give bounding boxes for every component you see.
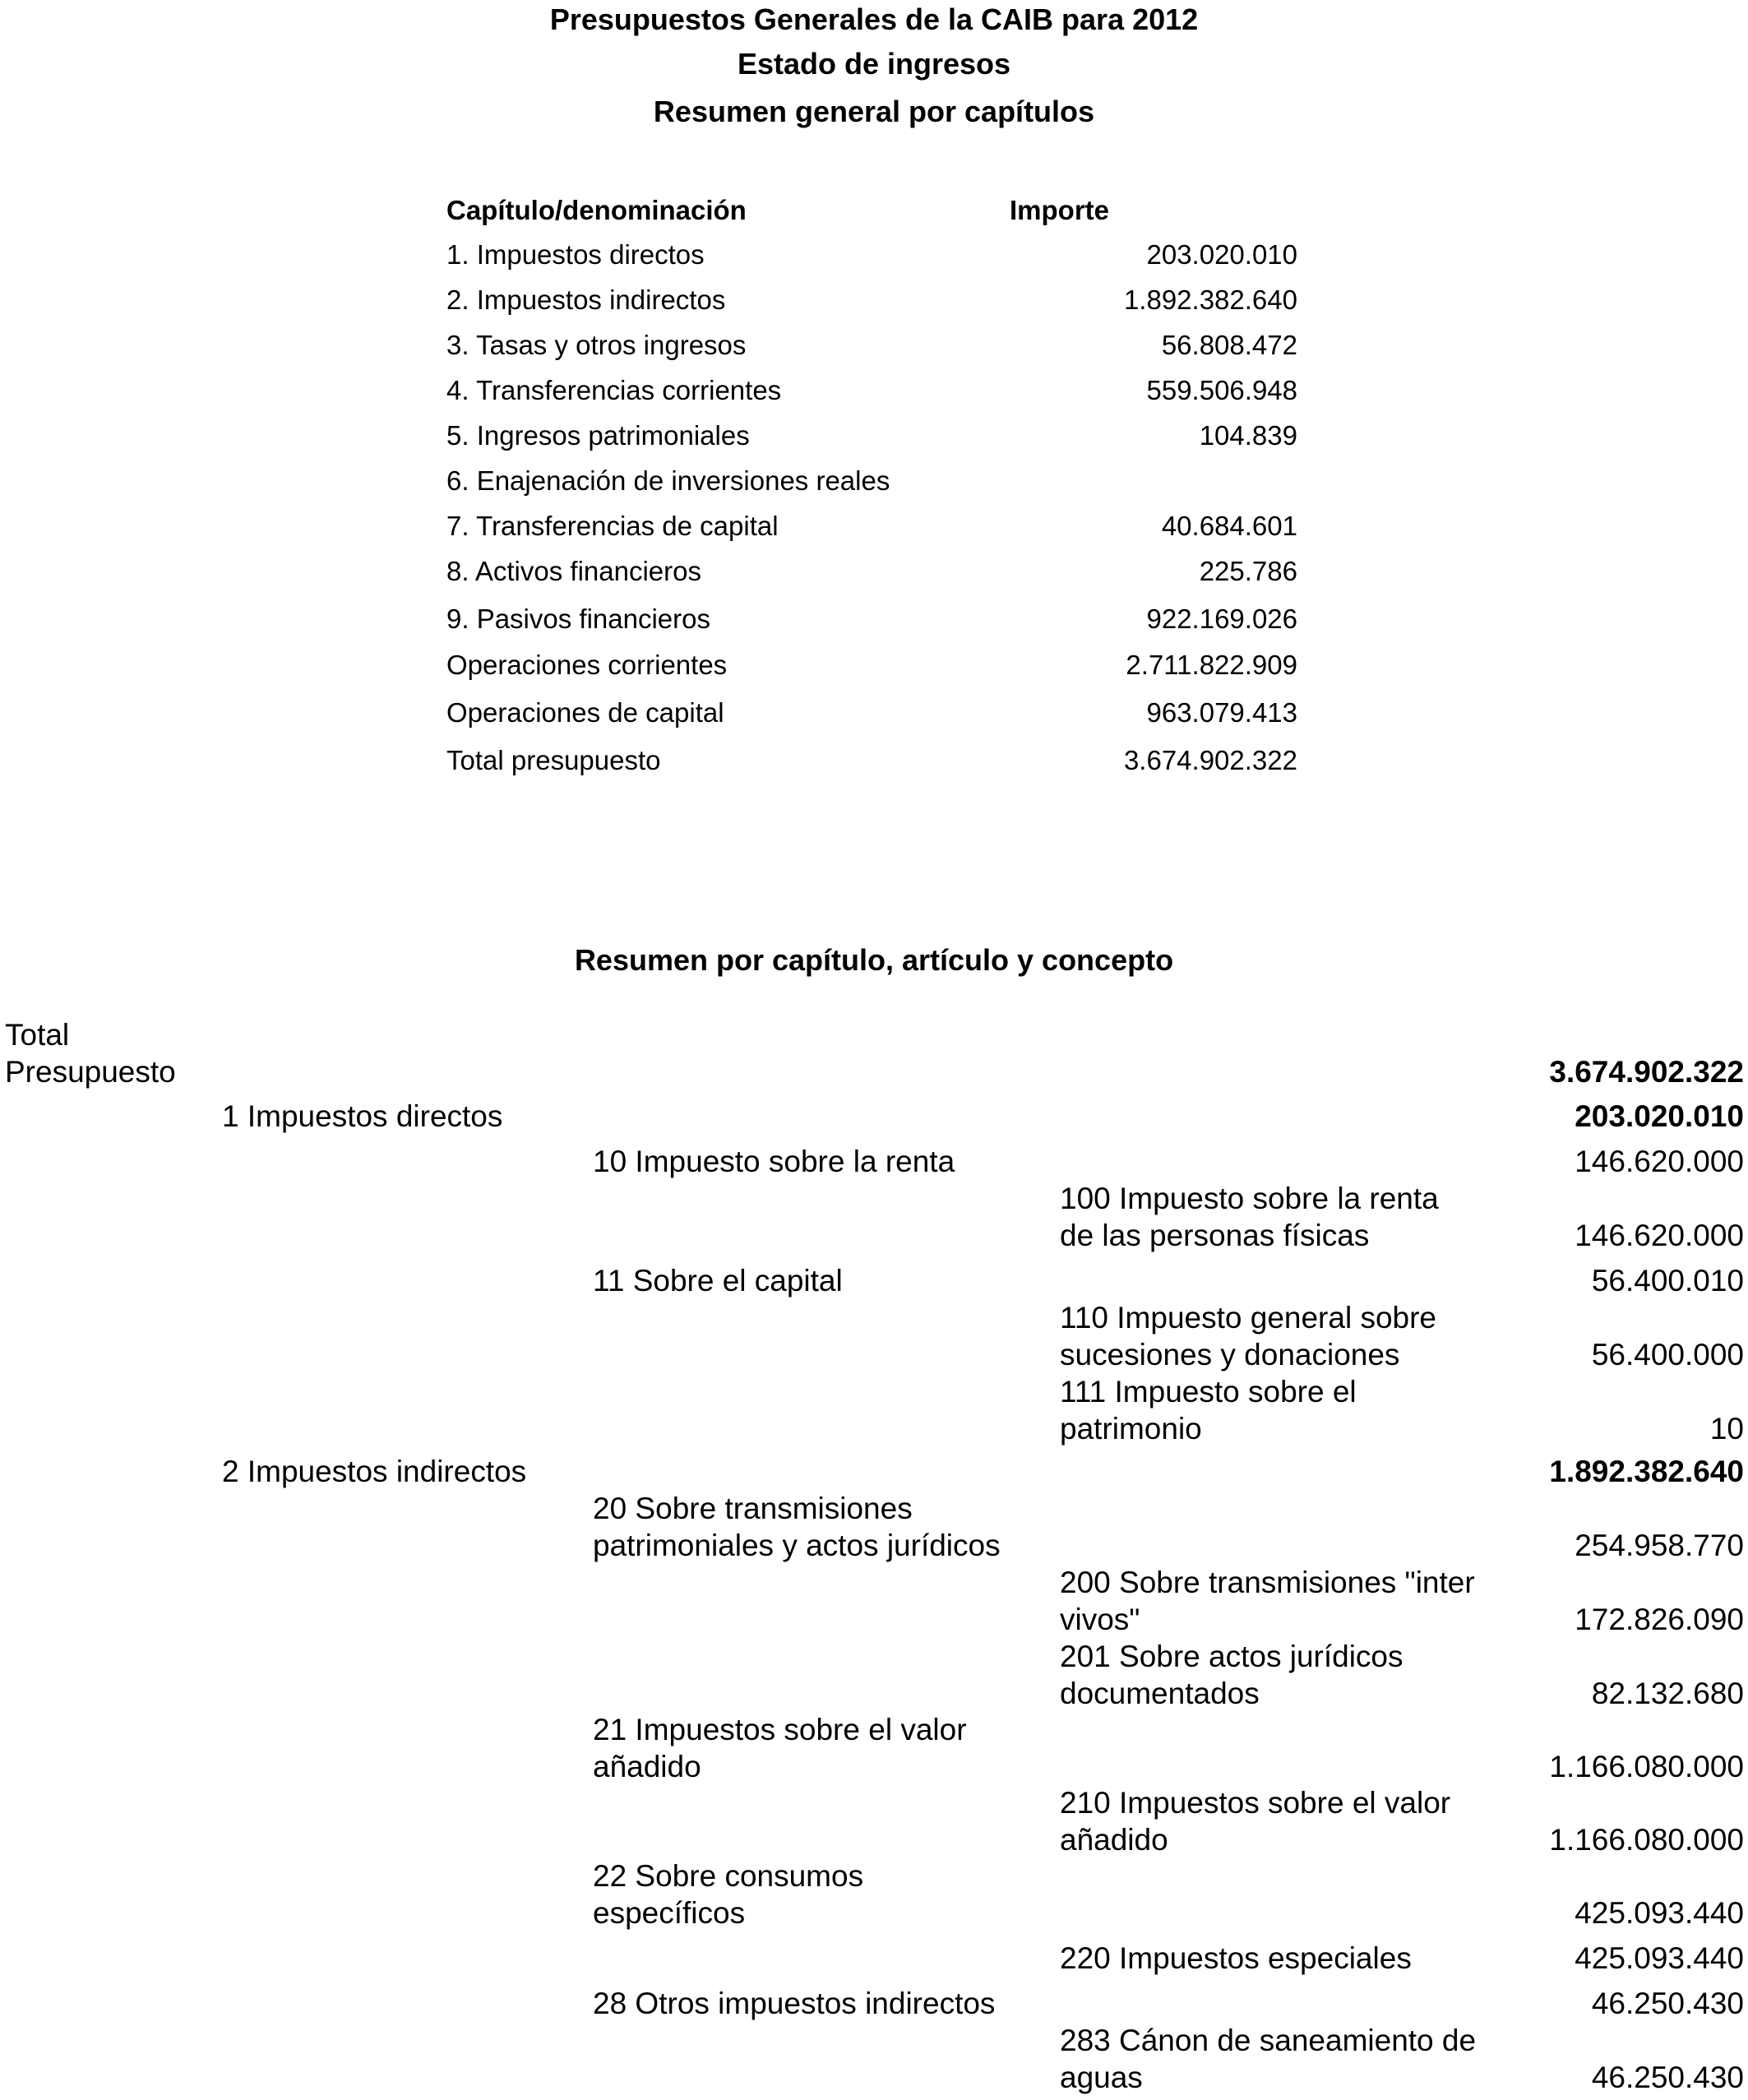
summary-row-label: 9. Pasivos financieros [446, 604, 710, 634]
summary-row-label: Total presupuesto [446, 745, 661, 775]
detail-concept-label-line1: 110 Impuesto general sobre [1060, 1301, 1437, 1334]
detail-concept-row [0, 1373, 1748, 1447]
summary-section-title: Resumen general por capítulos [653, 95, 1095, 128]
summary-row-value: 56.808.472 [1161, 330, 1297, 360]
detail-article-row [0, 1711, 1748, 1785]
summary-row [0, 284, 1748, 317]
detail-article-value: 1.166.080.000 [1549, 1750, 1744, 1783]
detail-concept-label-line2: de las personas físicas [1060, 1219, 1370, 1252]
detail-concept-value: 146.620.000 [1575, 1219, 1744, 1252]
summary-row-value: 3.674.902.322 [1123, 745, 1297, 775]
detail-concept-label-line1: 200 Sobre transmisiones "inter [1060, 1566, 1475, 1599]
summary-row [0, 510, 1748, 543]
summary-row-label: 5. Ingresos patrimoniales [446, 420, 750, 451]
detail-concept-label-line2: aguas [1060, 2061, 1143, 2094]
detail-chapter-value: 1.892.382.640 [1549, 1455, 1744, 1488]
summary-row [0, 696, 1748, 729]
detail-total-value: 3.674.902.322 [1549, 1055, 1744, 1089]
detail-concept-value: 56.400.000 [1591, 1338, 1744, 1371]
detail-concept-row [0, 1180, 1748, 1254]
detail-article-label-line1: 22 Sobre consumos [593, 1859, 864, 1893]
detail-concept-label-line1: 100 Impuesto sobre la renta [1060, 1182, 1439, 1215]
detail-concept-value: 172.826.090 [1575, 1603, 1744, 1636]
detail-section-title: Resumen por capítulo, artículo y concepto [574, 943, 1174, 977]
detail-concept-label-line1: 111 Impuesto sobre el [1060, 1375, 1357, 1408]
detail-article-label-line2: añadido [593, 1750, 701, 1783]
summary-row-label: 7. Transferencias de capital [446, 511, 779, 541]
summary-row-value: 559.506.948 [1146, 375, 1297, 405]
summary-row [0, 329, 1748, 362]
summary-row [0, 419, 1748, 452]
detail-article-row [0, 1143, 1748, 1180]
summary-row [0, 744, 1748, 777]
summary-row-value: 1.892.382.640 [1123, 284, 1297, 315]
detail-concept-label-line1: 283 Cánon de saneamiento de [1060, 2024, 1477, 2057]
summary-row [0, 238, 1748, 271]
detail-concept-row [0, 2022, 1748, 2096]
summary-row [0, 374, 1748, 407]
summary-row-value: 40.684.601 [1161, 511, 1297, 541]
detail-concept-value: 46.250.430 [1591, 2061, 1744, 2094]
detail-total-label-line2: Presupuesto [5, 1055, 176, 1089]
detail-chapter-label: 1 Impuestos directos [222, 1099, 503, 1133]
detail-concept-label-line2: vivos" [1060, 1603, 1140, 1636]
detail-article-value: 425.093.440 [1575, 1896, 1744, 1930]
detail-concept-value: 1.166.080.000 [1549, 1823, 1744, 1857]
detail-concept-label-line1: 201 Sobre actos jurídicos [1060, 1640, 1403, 1673]
summary-row-label: 1. Impuestos directos [446, 239, 705, 270]
summary-row-value: 963.079.413 [1146, 697, 1297, 728]
detail-article-label-line1: 20 Sobre transmisiones [593, 1492, 913, 1525]
document-subtitle: Estado de ingresos [737, 47, 1011, 81]
detail-chapter-row [0, 1098, 1748, 1135]
summary-row-value: 225.786 [1199, 556, 1297, 586]
detail-article-value: 254.958.770 [1575, 1529, 1744, 1562]
detail-article-label-line1: 21 Impuestos sobre el valor [593, 1713, 967, 1746]
detail-article-value: 56.400.010 [1591, 1264, 1744, 1297]
detail-article-label: 28 Otros impuestos indirectos [593, 1987, 996, 2020]
summary-row-value: 104.839 [1199, 420, 1297, 451]
detail-article-value: 46.250.430 [1591, 1987, 1744, 2020]
summary-row [0, 649, 1748, 682]
summary-row-value: 203.020.010 [1146, 239, 1297, 270]
summary-row-label: 6. Enajenación de inversiones reales [446, 465, 890, 496]
detail-concept-value: 10 [1709, 1412, 1744, 1445]
detail-total-label-line1: Total [5, 1018, 70, 1052]
column-header-amount: Importe [1010, 195, 1110, 225]
detail-total-row [0, 1016, 1748, 1090]
detail-article-row [0, 1490, 1748, 1564]
detail-article-row [0, 1262, 1748, 1299]
document-title: Presupuestos Generales de la CAIB para 2012 [549, 2, 1199, 36]
detail-article-label: 10 Impuesto sobre la renta [593, 1145, 955, 1178]
detail-concept-label-line2: documentados [1060, 1677, 1260, 1710]
detail-concept-row [0, 1784, 1748, 1858]
detail-concept-label: 220 Impuestos especiales [1060, 1941, 1412, 1975]
summary-row-value: 922.169.026 [1146, 604, 1297, 634]
detail-concept-label-line2: patrimonio [1060, 1412, 1202, 1445]
summary-row-label: 2. Impuestos indirectos [446, 284, 726, 315]
summary-row-label: 4. Transferencias corrientes [446, 375, 782, 405]
summary-row-label: Operaciones corrientes [446, 650, 728, 680]
detail-chapter-row [0, 1453, 1748, 1490]
detail-concept-row [0, 1638, 1748, 1712]
summary-row-label: 8. Activos financieros [446, 556, 701, 586]
detail-concept-value: 82.132.680 [1591, 1677, 1744, 1710]
detail-chapter-value: 203.020.010 [1575, 1099, 1744, 1133]
detail-concept-row [0, 1940, 1748, 1977]
detail-article-row [0, 1857, 1748, 1931]
detail-article-value: 146.620.000 [1575, 1145, 1744, 1178]
detail-article-label: 11 Sobre el capital [593, 1264, 843, 1297]
summary-row-label: 3. Tasas y otros ingresos [446, 330, 747, 360]
detail-article-row [0, 1985, 1748, 2022]
detail-concept-label-line1: 210 Impuestos sobre el valor [1060, 1786, 1451, 1820]
detail-concept-row [0, 1564, 1748, 1638]
detail-chapter-label: 2 Impuestos indirectos [222, 1455, 527, 1488]
column-header-chapter: Capítulo/denominación [446, 195, 747, 225]
detail-concept-label-line2: sucesiones y donaciones [1060, 1338, 1400, 1371]
detail-article-label-line2: patrimoniales y actos jurídicos [593, 1529, 1001, 1562]
summary-row [0, 465, 1748, 497]
detail-concept-row [0, 1299, 1748, 1373]
summary-row-value: 2.711.822.909 [1126, 650, 1297, 680]
detail-concept-value: 425.093.440 [1575, 1941, 1744, 1975]
summary-row-label: Operaciones de capital [446, 697, 724, 728]
detail-article-label-line2: específicos [593, 1896, 746, 1930]
summary-row [0, 603, 1748, 636]
summary-row [0, 555, 1748, 588]
detail-concept-label-line2: añadido [1060, 1823, 1168, 1857]
